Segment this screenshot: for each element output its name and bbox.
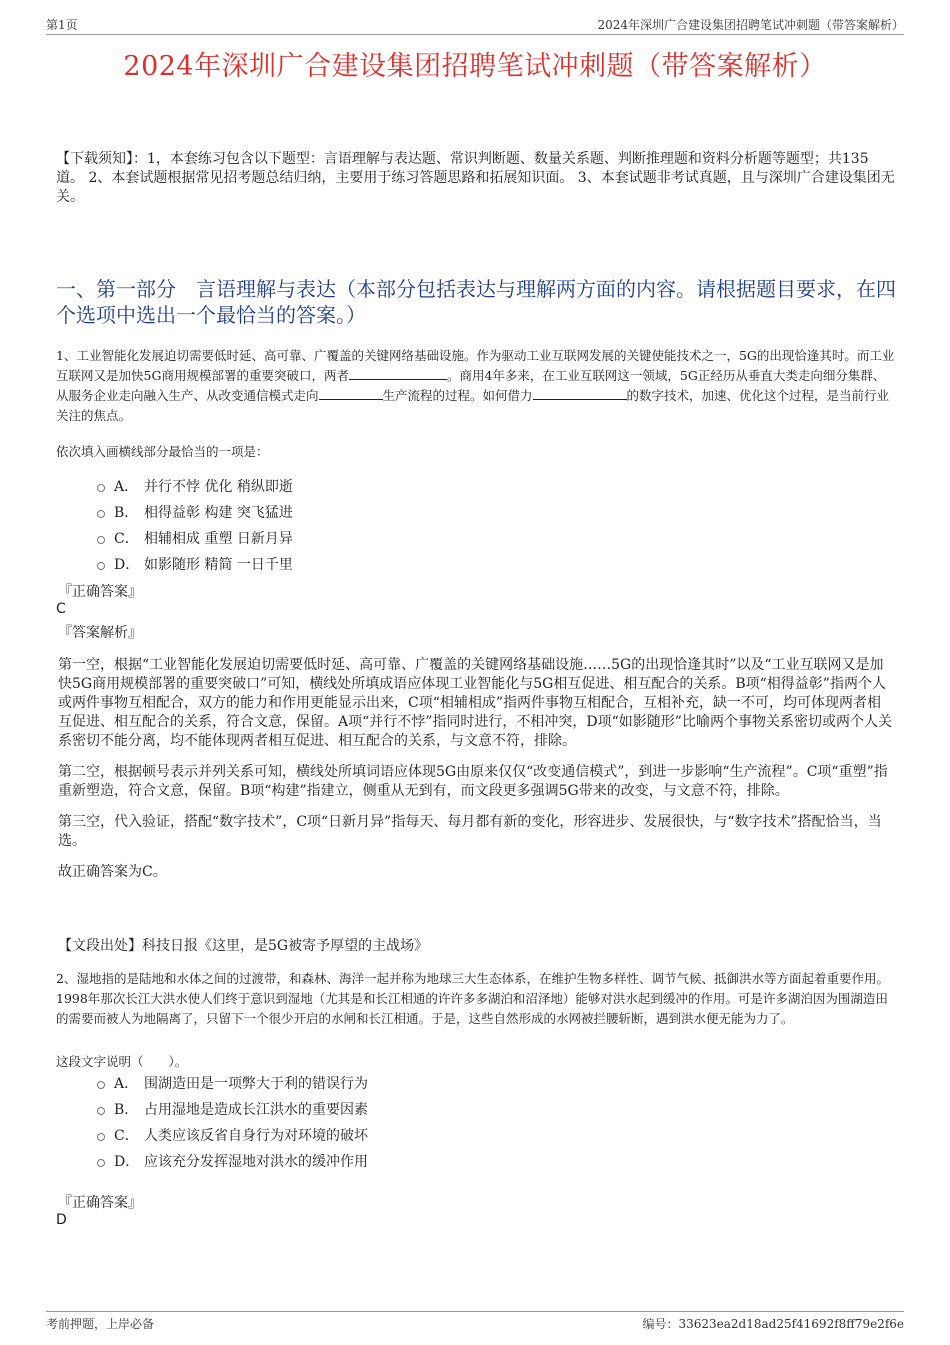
- option-a[interactable]: A． 并行不悖 优化 稍纵即逝: [97, 473, 293, 499]
- option-b[interactable]: B． 占用湿地是造成长江洪水的重要因素: [97, 1096, 368, 1122]
- correct-answer: D: [56, 1212, 67, 1228]
- blank-2: [319, 387, 383, 400]
- radio-icon[interactable]: [97, 1081, 105, 1089]
- download-notice: 【下载须知】：1，本套练习包含以下题型：言语理解与表达题、常识判断题、数量关系题、判断推理题和资料分析题等题型；共135道。 2、本套试题根据常见招考题总结归纳，主要用于练习答题思路和拓展知识面。 3、本套试题非考试真题，且与深圳广合建设集团无关。: [56, 151, 895, 205]
- option-d[interactable]: D． 应该充分发挥湿地对洪水的缓冲作用: [97, 1148, 368, 1174]
- footer-slogan: 考前押题，上岸必备: [46, 1317, 155, 1331]
- answer-analysis: [58, 656, 894, 894]
- radio-icon[interactable]: [97, 562, 105, 570]
- document-title: 2024年深圳广合建设集团招聘笔试冲刺题（带答案解析）: [123, 51, 827, 82]
- blank-3: [533, 387, 627, 400]
- option-d[interactable]: D． 如影随形 精简 一日千里: [97, 551, 293, 577]
- question-2-text: 2、湿地指的是陆地和水体之间的过渡带，和森林、海洋一起并称为地球三大生态体系，在维护生物多样性、调节气候、抵御洪水等方面起着重要作用。1998年那次长江大洪水使人们终于意识到湿地（尤其是和长江相通的许许多多湖泊和沼泽地）能够对洪水起到缓冲的作用。可是许多湖泊因为围湖造田的需要而被人为地隔离了，只留下一个很少开启的水闸和长江相通。于是，这些自然形成的水网被拦腰斩断，遇到洪水便无能为力了。: [56, 971, 889, 1026]
- option-c[interactable]: C． 相辅相成 重塑 日新月异: [97, 525, 293, 551]
- question-1-prompt: 依次填入画横线部分最恰当的一项是：: [56, 444, 269, 459]
- analysis-paragraph: 故正确答案为C。: [58, 864, 167, 880]
- page-footer: [46, 1311, 904, 1332]
- question-2-options: [97, 1070, 368, 1174]
- option-b[interactable]: B． 相得益彰 构建 突飞猛进: [97, 499, 293, 525]
- question-1-options: [97, 473, 293, 577]
- radio-icon[interactable]: [97, 510, 105, 518]
- section-title: 一、第一部分 言语理解与表达（本部分包括表达与理解两方面的内容。请根据题目要求，在四个选项中选出一个最恰当的答案。）: [56, 277, 896, 327]
- analysis-label: 『答案解析』: [58, 625, 142, 641]
- analysis-paragraph: 第三空，代入验证，搭配“数字技术”，C项“日新月异”指每天、每月都有新的变化，形容进步、发展很快，与“数字技术”搭配恰当，当选。: [58, 814, 882, 849]
- analysis-paragraph: 第一空，根据“工业智能化发展迫切需要低时延、高可靠、广覆盖的关键网络基础设施……5G的出现恰逢其时”以及“工业互联网又是加快5G商用规模部署的重要突破口”可知，横线处所填成语应体现工业智能化与5G相互促进、相互配合的关系。B项“相得益彰”指两个人或两件事物互相配合，双方的能力和作用更能显示出来，C项“相辅相成”指两件事物互相配合，互相补充，缺一不可，均可体现两者相互促进、相互配合的关系，符合文意，保留。A项“并行不悖”指同时进行，不相冲突，D项“如影随形”比喻两个事物关系密切或两个人关系密切不能分离，均不能体现两者相互促进、相互配合的关系，与文意不符，排除。: [58, 657, 892, 749]
- analysis-paragraph: 第二空，根据顿号表示并列关系可知，横线处所填词语应体现5G由原来仅仅“改变通信模式”，到进一步影响“生产流程”。C项“重塑”指重新塑造，符合文意，保留。B项“构建”指建立，侧重从无到有，而文段更多强调5G带来的改变，与文意不符，排除。: [58, 764, 888, 799]
- source-citation: 【文段出处】科技日报《这里，是5G被寄予厚望的主战场》: [58, 938, 429, 954]
- answer-label: 『正确答案』: [58, 1195, 142, 1211]
- blank-1: [349, 367, 447, 380]
- page-number: 第1页: [46, 18, 78, 32]
- radio-icon[interactable]: [97, 1133, 105, 1141]
- radio-icon[interactable]: [97, 536, 105, 544]
- question-1-text: 1、工业智能化发展迫切需要低时延、高可靠、广覆盖的关键网络基础设施。作为驱动工业互联网发展的关键使能技术之一，5G的出现恰逢其时。而工业互联网又是加快5G商用规模部署的重要突破口，两者 。商用4年多来，在工业互联网这一领域，5G正经历从垂直大类走向细分集群、从服务企业走向融入生产、从改变通信模式走向 生产流程的过程。如何借力 的数字技术，加速、优化这个过程，是当前行业关注的焦点。: [56, 348, 895, 423]
- header-doc-title: 2024年深圳广合建设集团招聘笔试冲刺题（带答案解析）: [597, 18, 904, 32]
- correct-answer: C: [56, 601, 66, 617]
- radio-icon[interactable]: [97, 484, 105, 492]
- document-id: 编号：33623ea2d18ad25f41692f8ff79e2f6e: [642, 1317, 904, 1331]
- answer-label: 『正确答案』: [58, 584, 142, 600]
- page-header: [46, 14, 904, 35]
- question-2-prompt: 这段文字说明（ ）。: [56, 1054, 188, 1069]
- radio-icon[interactable]: [97, 1159, 105, 1167]
- option-c[interactable]: C． 人类应该反省自身行为对环境的破坏: [97, 1122, 368, 1148]
- radio-icon[interactable]: [97, 1107, 105, 1115]
- option-a[interactable]: A． 围湖造田是一项弊大于利的错误行为: [97, 1070, 368, 1096]
